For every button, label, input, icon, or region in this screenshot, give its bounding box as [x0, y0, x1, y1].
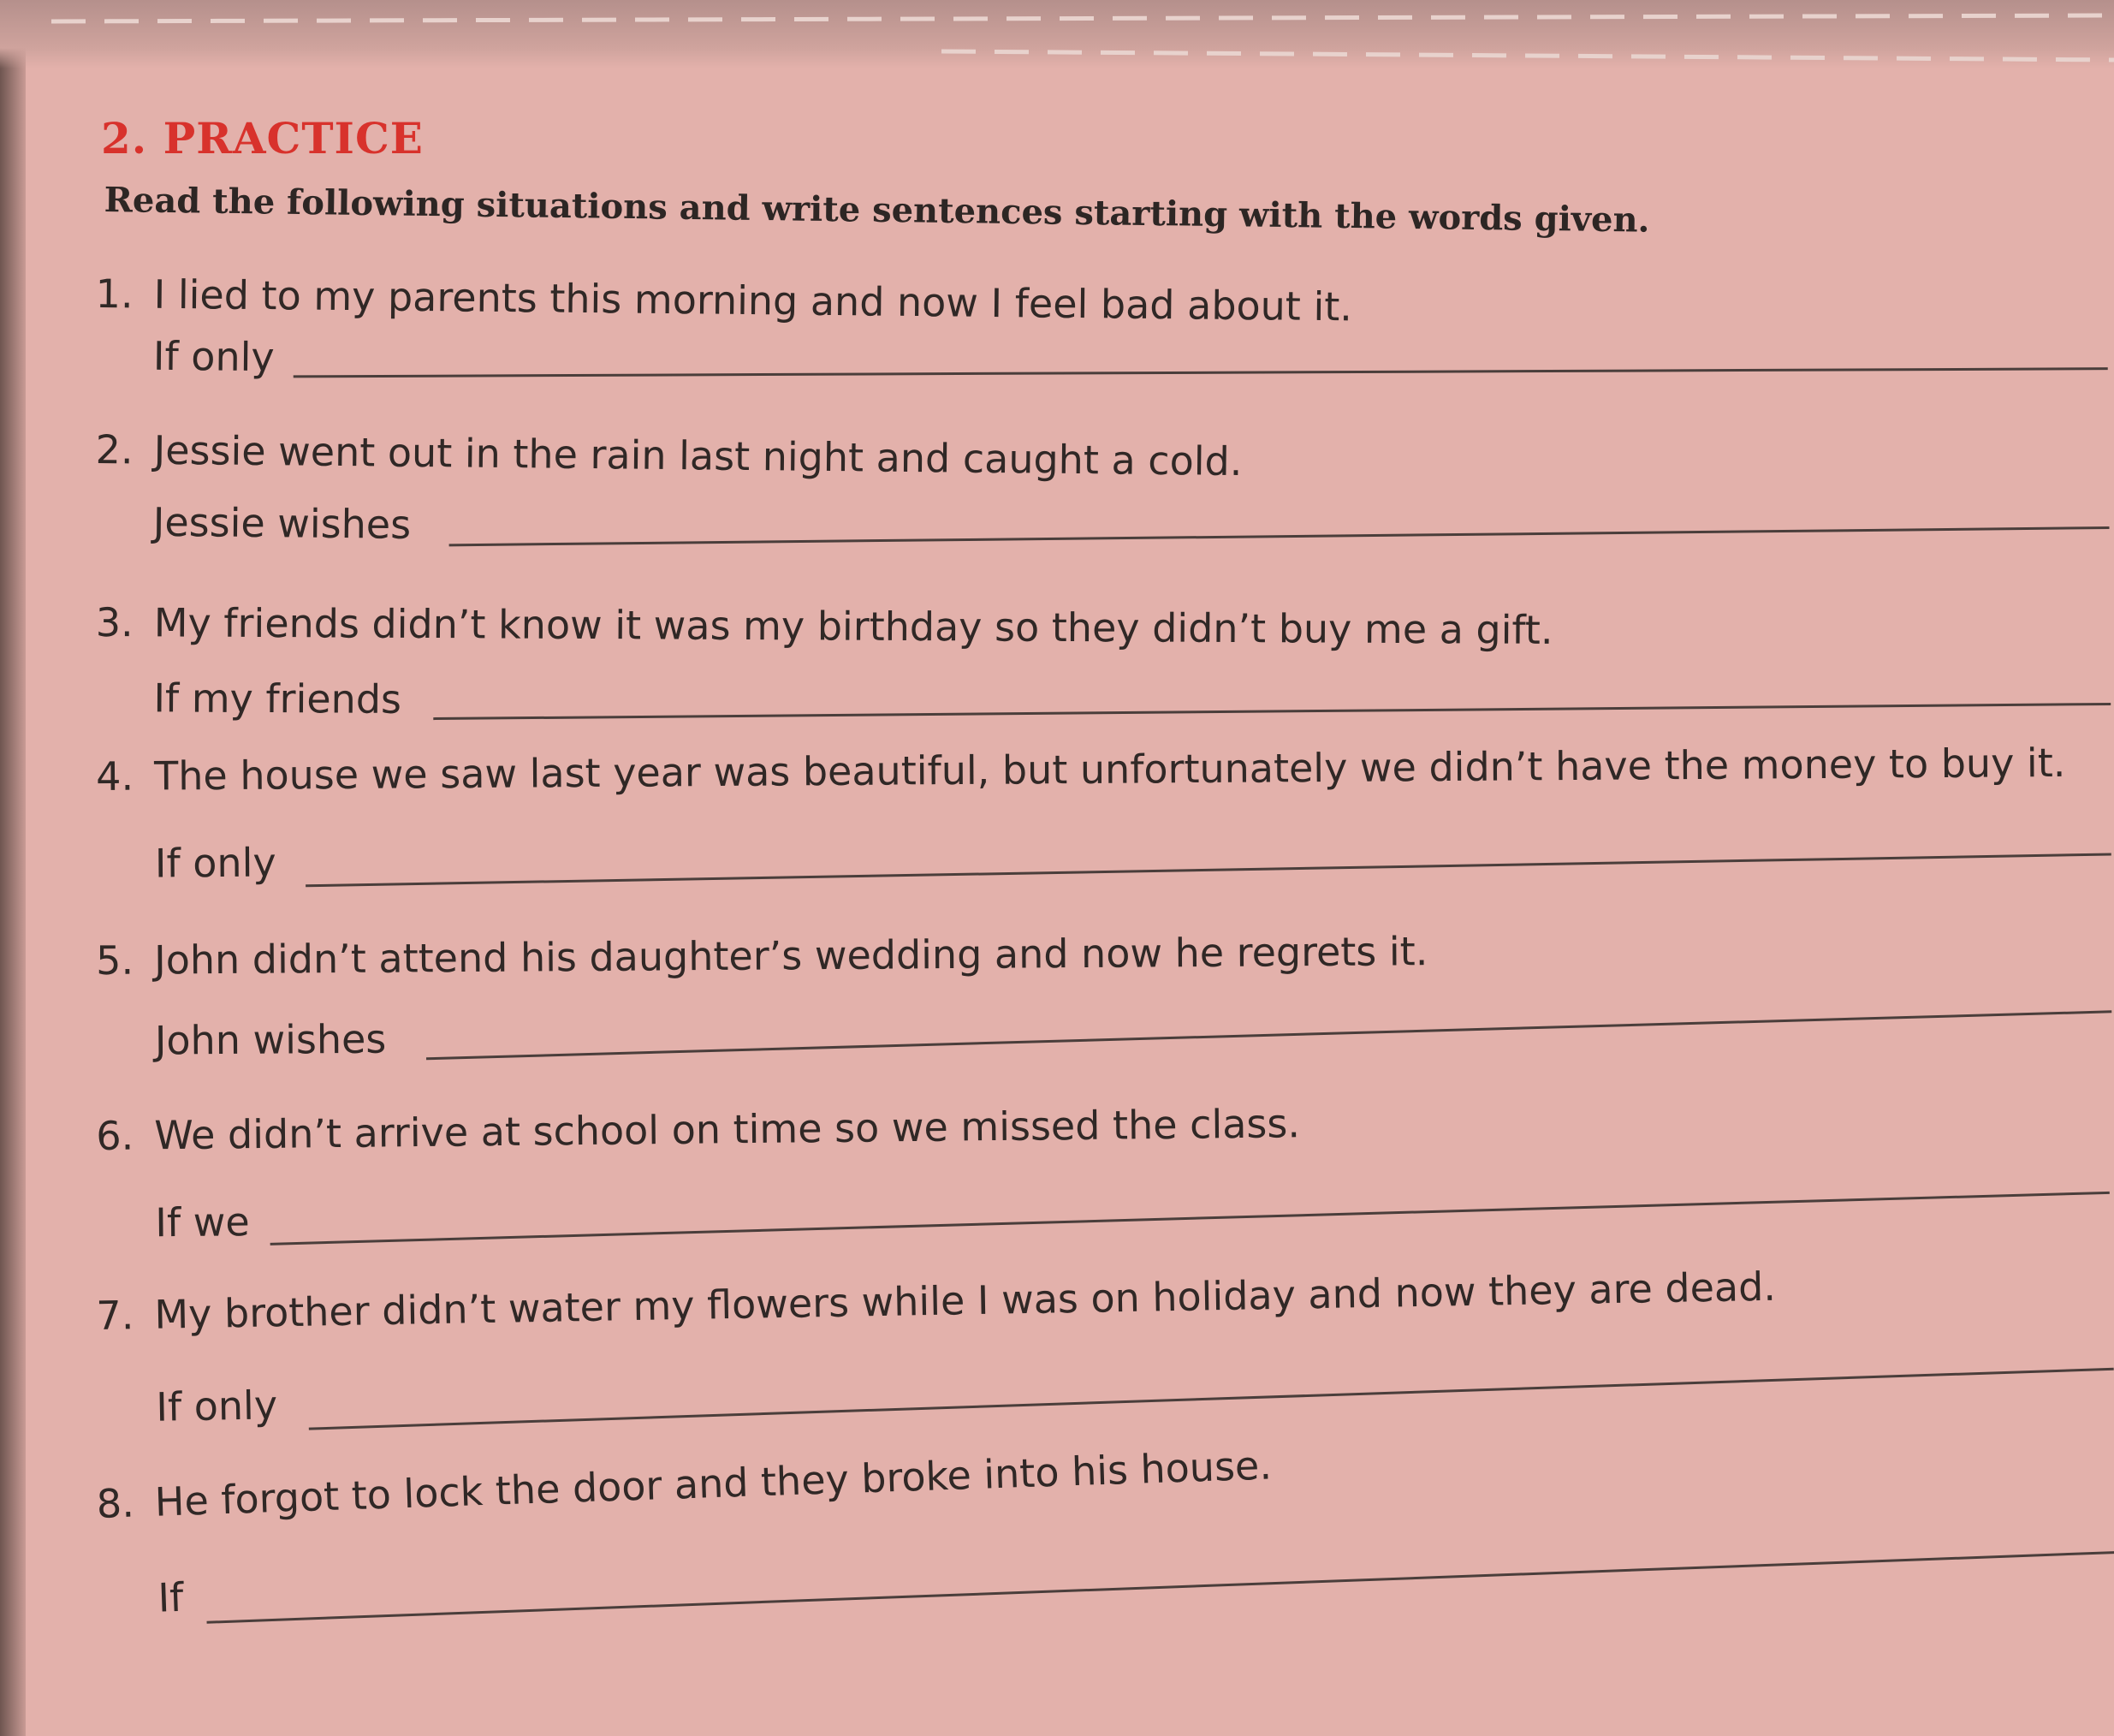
situation-text: We didn’t arrive at school on time so we missed the class.: [153, 1100, 1301, 1159]
item-number: 7.: [96, 1292, 134, 1339]
instruction-text: Read the following situations and write sentences starting with the words given.: [104, 180, 1650, 241]
item-number: 4.: [96, 752, 134, 800]
situation-text: The house we saw last year was beautiful, but unfortunately we didn’t have the money to buy it.: [153, 739, 2066, 800]
answer-prompt: If only: [155, 1382, 278, 1430]
item-number: 3.: [95, 599, 134, 646]
situation-sentence: [96, 1263, 1776, 1339]
answer-prompt: If only: [154, 839, 276, 887]
exercise-item-5: [96, 924, 2114, 1100]
exercise-item-1: [94, 271, 2114, 455]
situation-text: Jessie went out in the rain last night and caught a cold.: [153, 426, 1243, 485]
answer-prompt: Jessie wishes: [152, 498, 412, 548]
answer-prompt: If we: [155, 1198, 250, 1246]
answer-prompt: If my friends: [153, 675, 402, 722]
answer-line[interactable]: [294, 367, 2108, 378]
item-number: 6.: [96, 1112, 134, 1159]
situation-sentence: [96, 1442, 1273, 1527]
item-number: 8.: [96, 1479, 135, 1527]
situation-sentence: [95, 271, 1352, 330]
answer-prompt: If: [157, 1573, 185, 1621]
item-number: 1.: [95, 271, 134, 318]
answer-prompt: If only: [152, 332, 275, 381]
situation-sentence: [96, 599, 1553, 653]
answer-line[interactable]: [449, 526, 2110, 546]
page-edge-shadow: [0, 0, 26, 1736]
previous-page-edge: [0, 0, 2114, 68]
section-heading: 2. PRACTICE: [101, 113, 424, 163]
situation-sentence: [96, 1100, 1300, 1159]
answer-prompt: John wishes: [154, 1015, 387, 1064]
exercise-item-4: [96, 740, 2114, 916]
situation-text: My brother didn’t water my flowers while I was on holiday and now they are dead.: [153, 1263, 1777, 1338]
item-number: 5.: [96, 936, 134, 984]
answer-line[interactable]: [433, 703, 2111, 720]
situation-text: He forgot to lock the door and they broke into his house.: [153, 1442, 1273, 1525]
answer-line[interactable]: [306, 853, 2111, 887]
answer-line[interactable]: [426, 1010, 2111, 1060]
answer-line[interactable]: [309, 1368, 2114, 1430]
situation-text: I lied to my parents this morning and now I feel bad about it.: [153, 271, 1353, 330]
situation-text: John didn’t attend his daughter’s wedding and now he regrets it.: [153, 928, 1428, 984]
answer-line[interactable]: [270, 1192, 2110, 1246]
dashed-lines-decoration: [0, 0, 2114, 68]
answer-line[interactable]: [207, 1551, 2114, 1624]
item-number: 2.: [95, 426, 134, 473]
exercise-item-6: [96, 1091, 2114, 1275]
situation-sentence: [96, 928, 1428, 984]
situation-text: My friends didn’t know it was my birthday so they didn’t buy me a gift.: [153, 599, 1553, 653]
exercise-item-2: [94, 426, 2114, 610]
